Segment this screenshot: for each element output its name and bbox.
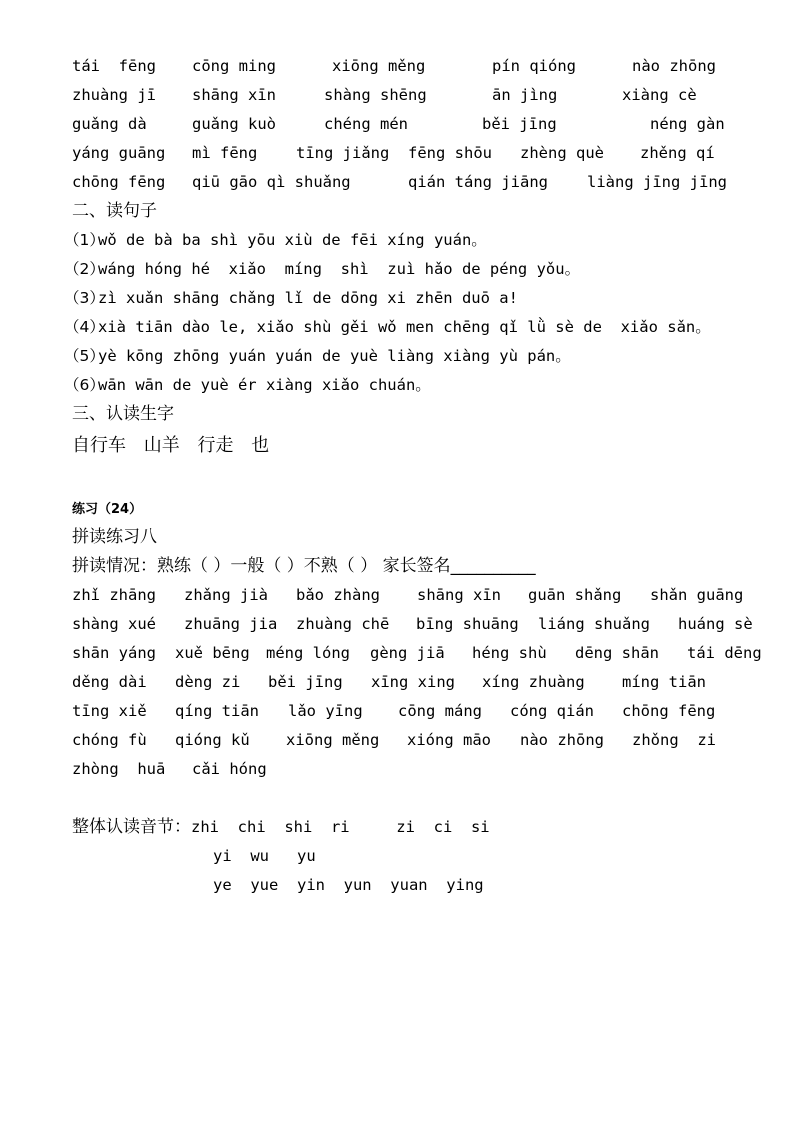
zhengti-line-2: [72, 842, 772, 871]
pinyin-word: shāng xīn: [192, 86, 276, 104]
zhengti-syllables-1: zhi chi shi ri zi ci si: [191, 818, 490, 836]
word-row: [72, 168, 772, 197]
pinyin-word: zhòng huā: [72, 760, 166, 778]
pinyin-word: tīng jiǎng: [296, 144, 390, 162]
sentence-text: zì xuǎn shāng chǎng lǐ de dōng xi zhēn duō a!: [98, 289, 518, 307]
pinyin-word: gèng jiā: [370, 644, 445, 662]
pinyin-word: néng gàn: [650, 115, 725, 133]
sentence-text: wān wān de yuè ér xiàng xiǎo chuán。: [98, 376, 431, 394]
word-row: [72, 755, 772, 784]
pinyin-word: xiàng cè: [622, 86, 697, 104]
pinyin-word: huáng sè: [678, 615, 753, 633]
sentence-item: [64, 342, 772, 371]
pinyin-word: xíng zhuàng: [482, 673, 585, 691]
pinyin-word: zhuàng chē: [296, 615, 390, 633]
sentence-number: （2）: [64, 260, 105, 278]
pinyin-word-grid-2: [72, 581, 772, 784]
pinyin-word: cōng máng: [398, 702, 482, 720]
pinyin-word: cóng qián: [510, 702, 594, 720]
pinyin-word: xīng xing: [371, 673, 455, 691]
word-row: [72, 52, 772, 81]
pinyin-word: liáng shuǎng: [538, 615, 650, 633]
sentence-text: wǒ de bà ba shì yōu xiù de fēi xíng yuán。: [98, 231, 487, 249]
pinyin-word: zhuàng jī: [72, 86, 156, 104]
pinyin-word: zhǒng zi: [632, 731, 716, 749]
pinyin-word: míng tiān: [622, 673, 706, 691]
word-row: [72, 110, 772, 139]
pinyin-word: cōng ming: [192, 57, 276, 75]
sentence-item: [64, 313, 772, 342]
pinyin-word: ān jìng: [492, 86, 558, 104]
sentence-item: [64, 371, 772, 400]
word-row: [72, 668, 772, 697]
zhengti-syllables-3: ye yue yin yun yuan ying: [213, 876, 484, 894]
pinyin-word: chóng fù: [72, 731, 147, 749]
pinyin-word: zhuāng jia: [184, 615, 278, 633]
pinyin-word: nào zhōng: [520, 731, 604, 749]
pinyin-word: fēng shōu: [408, 144, 492, 162]
zhengti-syllables-2: yi wu yu: [213, 847, 316, 865]
word-row: [72, 697, 772, 726]
word-row: [72, 610, 772, 639]
pinyin-word: liàng jīng jīng: [587, 173, 727, 191]
pinyin-word: tái dēng: [687, 644, 762, 662]
word-row: [72, 639, 772, 668]
sentence-item: [64, 255, 772, 284]
pinyin-word: guǎng dà: [72, 115, 147, 133]
section-heading-sentences: 二、读句子: [72, 201, 157, 221]
pinyin-word: shān yáng: [72, 644, 156, 662]
pinyin-word: xiōng měng: [286, 731, 380, 749]
sentence-text: xià tiān dào le, xiǎo shù gěi wǒ men chēng qǐ lǜ sè de xiǎo sǎn。: [98, 318, 711, 336]
pinyin-word: xuě bēng: [175, 644, 250, 662]
sentence-text: wáng hóng hé xiǎo míng shì zuì hǎo de péng yǒu。: [98, 260, 581, 278]
sentence-item: [64, 226, 772, 255]
word-row: [72, 726, 772, 755]
pinyin-word: mì fēng: [192, 144, 258, 162]
word-row: [72, 139, 772, 168]
zhengti-line-1: [72, 813, 772, 842]
pinyin-word: zhèng què: [520, 144, 604, 162]
pinyin-word: pín qióng: [492, 57, 576, 75]
pinyin-word: chōng fēng: [622, 702, 716, 720]
sentence-number: （3）: [64, 289, 105, 307]
pinyin-word: tái fēng: [72, 57, 156, 75]
pinyin-word: tīng xiě: [72, 702, 147, 720]
pinyin-word: zhǐ zhāng: [72, 586, 156, 604]
pinyin-word: shàng shēng: [324, 86, 427, 104]
pinyin-word: qióng kǔ: [175, 731, 250, 749]
sentence-number: （1）: [64, 231, 105, 249]
pinyin-word: xióng māo: [407, 731, 491, 749]
pinyin-word: shǎn guāng: [650, 586, 744, 604]
pinyin-word: guǎng kuò: [192, 115, 276, 133]
pinyin-word: chōng fēng: [72, 173, 166, 191]
reading-status-line: 拼读情况：熟练（ ）一般（ ）不熟（ ） 家长签名__________: [72, 556, 536, 576]
pinyin-word: cǎi hóng: [192, 760, 267, 778]
sentence-number: （6）: [64, 376, 105, 394]
pinyin-word: guān shǎng: [528, 586, 622, 604]
pinyin-word: zhěng qí: [640, 144, 715, 162]
word-row: [72, 581, 772, 610]
pinyin-word: zhǎng jià: [184, 586, 268, 604]
pinyin-word: qián táng jiāng: [408, 173, 548, 191]
sentence-number: （5）: [64, 347, 105, 365]
pinyin-word: bǎo zhàng: [296, 586, 380, 604]
pinyin-word: shàng xué: [72, 615, 156, 633]
pinyin-word: nào zhōng: [632, 57, 716, 75]
zhengti-label: 整体认读音节：: [72, 817, 191, 837]
sentence-list: [64, 226, 772, 400]
sentence-item: [64, 284, 772, 313]
pinyin-word: dèng zi: [175, 673, 241, 691]
exercise-title: 拼读练习八: [72, 527, 157, 547]
pinyin-word: xiōng měng: [332, 57, 426, 75]
pinyin-word: běi jīng: [482, 115, 557, 133]
pinyin-word: děng dài: [72, 673, 147, 691]
pinyin-word: bīng shuāng: [416, 615, 519, 633]
pinyin-word: dēng shān: [575, 644, 659, 662]
section-heading-characters: 三、认读生字: [72, 404, 174, 424]
pinyin-word: shāng xīn: [417, 586, 501, 604]
character-list: 自行车 山羊 行走 也: [72, 435, 270, 456]
pinyin-word: héng shù: [472, 644, 547, 662]
pinyin-word: běi jīng: [268, 673, 343, 691]
sentence-number: （4）: [64, 318, 105, 336]
pinyin-word-grid-1: [72, 52, 772, 197]
pinyin-word: chéng mén: [324, 115, 408, 133]
sentence-text: yè kōng zhōng yuán yuán de yuè liàng xiàng yù pán。: [98, 347, 571, 365]
pinyin-word: yáng guāng: [72, 144, 166, 162]
pinyin-word: méng lóng: [266, 644, 350, 662]
word-row: [72, 81, 772, 110]
worksheet: [64, 52, 772, 900]
zhengti-line-3: [72, 871, 772, 900]
pinyin-word: qíng tiān: [175, 702, 259, 720]
exercise-label: 练习（24）: [72, 502, 143, 517]
pinyin-word: lǎo yīng: [288, 702, 363, 720]
pinyin-word: qiū gāo qì shuǎng: [192, 173, 351, 191]
